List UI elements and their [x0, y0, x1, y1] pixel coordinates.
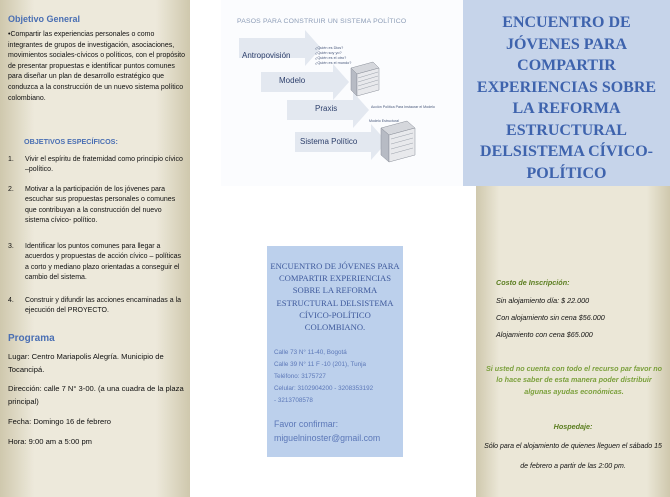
card-cellphones: Celular: 3102904200 - 3208353192 — [274, 385, 374, 392]
question-3: ¿Quién es el otro? — [315, 56, 347, 60]
objetivo-number: 2. — [8, 186, 14, 193]
programa-hora: Hora: 9:00 am a 5:00 pm — [8, 437, 92, 446]
objetivo-text: Motivar a la participación de los jóvenes para escuchar sus propuestas personales o comunes que contribuyan a la construcción del nuevo sistema cívico- político. — [25, 186, 176, 225]
costo-item: Alojamiento con cena $65.000 — [496, 330, 593, 339]
card-email-link[interactable]: miguelninoster@gmail.com — [274, 433, 381, 443]
card-address-tunja: Calle 39 N° 11 F -10 (201), Tunja — [274, 361, 367, 368]
question-4: ¿Quién es el mundo? — [315, 61, 352, 65]
arrow-antropovision-icon — [239, 30, 321, 66]
card-cellphones-2: - 3213708578 — [274, 397, 313, 404]
step-sistema-politico: Sistema Político — [300, 137, 358, 146]
building-system-icon — [381, 121, 415, 162]
card-title: ENCUENTRO DE JÓVENES PARA COMPARTIR EXPERIENCIAS SOBRE LA REFORMA ESTRUCTURAL DELSISTEMA CÍVICO-POLÍTICO COLOMBIANO. — [270, 261, 400, 333]
step-antropovision: Antropovisión — [242, 51, 291, 60]
programa-fecha: Fecha: Domingo 16 de febrero — [8, 417, 111, 426]
costo-item: Sin alojamiento día: $ 22.000 — [496, 296, 590, 305]
contact-card — [267, 246, 403, 457]
objetivos-especificos-title: OBJETIVOS ESPECÍFICOS: — [24, 137, 118, 146]
left-panel — [0, 0, 190, 497]
objetivo-text: Vivir el espíritu de fraternidad como principio cívico –político. — [25, 156, 183, 174]
hospedaje-title: Hospedaje: — [553, 422, 593, 431]
objetivo-number: 4. — [8, 297, 14, 304]
ayudas-note: Si usted no cuenta con todo el recurso par favor no lo hace saber de esta manera poder distribuir algunas ayudas económicas. — [485, 364, 663, 396]
card-address-bogota: Calle 73 N° 11-40, Bogotá — [274, 349, 347, 356]
hospedaje-text: Sólo para el alojamiento de quienes lleguen el sábado 15 de febrero a partir de las 2:00 pm. — [484, 443, 662, 470]
costo-item: Con alojamiento sin cena $56.000 — [496, 313, 605, 322]
header-title: ENCUENTRO DE JÓVENES PARA COMPARTIR EXPERIENCIAS SOBRE LA REFORMA ESTRUCTURAL DELSISTEMA CÍVICO-POLÍTICO — [476, 14, 657, 182]
diagram-graphic — [221, 0, 463, 186]
question-1: ¿Quién es Dios? — [315, 46, 344, 50]
programa-direccion: Dirección: calle 7 N° 3-00. (a una cuadra de la plaza principal) — [8, 384, 184, 406]
objetivo-text: Identificar los puntos comunes para llegar a acuerdos y propuestas de acción cívico – políticas a corto y mediano plazo orientadas a conseguir el cambio del sistema. — [25, 243, 182, 282]
header-title-box — [463, 0, 670, 186]
programa-lugar: Lugar: Centro Mariapolis Alegría. Municipio de Tocancipá. — [8, 352, 164, 374]
right-panel — [476, 186, 670, 497]
step-praxis: Praxis — [315, 104, 338, 113]
step-modelo: Modelo — [279, 76, 306, 85]
system-note: Modelo Estructural — [369, 119, 399, 123]
card-phone: Teléfono: 3175727 — [274, 373, 326, 380]
objetivo-text: Construir y difundir las acciones encaminadas a la ejecución del PROYECTO. — [25, 297, 182, 315]
objetivo-number: 1. — [8, 156, 14, 163]
praxis-note: Acción Política Para Instaurar el Modelo — [371, 105, 435, 109]
objetivo-number: 3. — [8, 243, 14, 250]
building-model-icon — [351, 62, 379, 96]
objetivo-general-text: •Compartir las experiencias personales o como integrantes de grupos de investigación, asociaciones, movimientos sociales-cívicos o políticos, con el propósito de presentar propuestas e identificar puntos comunes para diseñar un plan de desarrollo estratégico que conduzca a la construcción de un nuevo sistema político colombiano. — [8, 31, 186, 102]
objetivo-general-title: Objetivo General — [8, 14, 81, 24]
diagram-title: PASOS PARA CONSTRUIR UN SISTEMA POLÍTICO — [237, 18, 407, 25]
card-confirm: Favor confirmar: — [274, 419, 339, 429]
costo-title: Costo de Inscripción: — [496, 278, 570, 287]
programa-title: Programa — [8, 333, 55, 344]
political-system-diagram — [221, 0, 463, 186]
question-2: ¿Quién soy yo? — [315, 51, 342, 55]
